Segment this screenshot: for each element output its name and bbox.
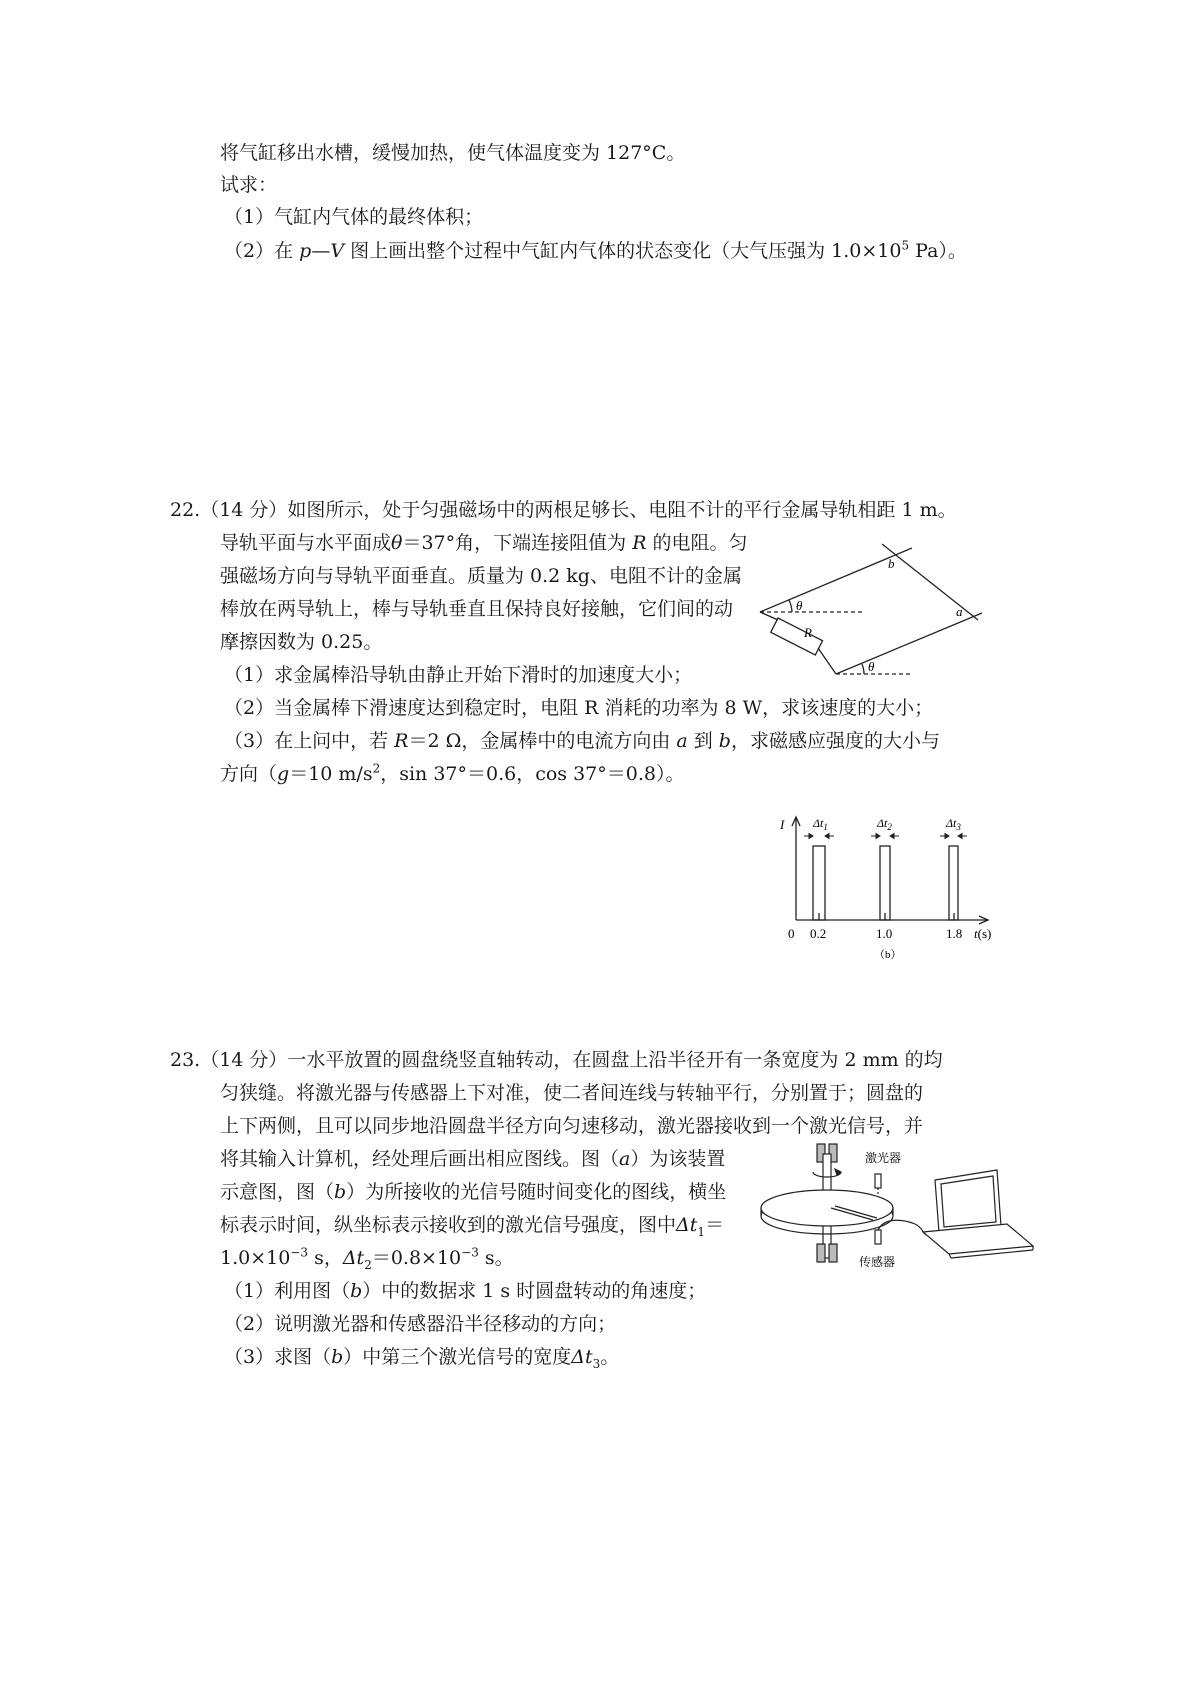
q23-line-1: 23.（14 分）一水平放置的圆盘绕竖直轴转动，在圆盘上沿半径开有一条宽度为 2 mm 的均 bbox=[170, 1049, 943, 1071]
q23-part-2: （2）说明激光器和传感器沿半径移动的方向； bbox=[224, 1313, 617, 1335]
dt3-label: $\Delta t_3$ bbox=[946, 816, 961, 832]
dt1-label: $\Delta t_1$ bbox=[813, 816, 828, 832]
q22-part-1: （1）求金属棒沿导轨由静止开始下滑时的加速度大小； bbox=[224, 664, 693, 686]
resistor-lead-bottom bbox=[818, 648, 836, 674]
q23-part-3: （3）求图（b）中第三个激光信号的宽度$\Delta t_3$。 bbox=[224, 1346, 620, 1371]
laser-body bbox=[875, 1174, 881, 1188]
pulse-1 bbox=[813, 846, 825, 920]
laptop-base bbox=[923, 1224, 1033, 1254]
bearing-bottom-right bbox=[829, 1244, 837, 1262]
disc-top bbox=[761, 1190, 893, 1226]
tick-label-0-2: 0.2 bbox=[810, 926, 827, 941]
label-b: b bbox=[888, 556, 895, 571]
q23-line-2: 匀狭缝。将激光器与传感器上下对准，使二者间连线与转轴平行，分别置于；圆盘的 bbox=[220, 1082, 924, 1104]
figure-b-caption: （b） bbox=[874, 949, 902, 961]
bearing-bottom-left bbox=[817, 1244, 825, 1262]
q22-line-4: 棒放在两导轨上，棒与导轨垂直且保持良好接触，它们间的动 bbox=[220, 598, 734, 620]
q23-part-1: （1）利用图（b）中的数据求 1 s 时圆盘转动的角速度； bbox=[224, 1280, 707, 1302]
label-theta-top: θ bbox=[796, 598, 803, 613]
resistor bbox=[771, 618, 823, 655]
q23-line-4: 将其输入计算机，经处理后画出相应图线。图（a）为该装置 bbox=[220, 1148, 726, 1170]
label-theta-bottom: θ bbox=[868, 659, 875, 674]
q22-line-3: 强磁场方向与导轨平面垂直。质量为 0.2 kg、电阻不计的金属 bbox=[220, 565, 742, 587]
q21-part-2: （2）在 p—V 图上画出整个过程中气缸内气体的状态变化（大气压强为 $1.0\times 10^5$ Pa）。 bbox=[224, 238, 967, 262]
pulse-3 bbox=[949, 846, 958, 920]
q21-line-1: 将气缸移出水槽，缓慢加热，使气体温度变为 127°C。 bbox=[220, 142, 686, 164]
label-a: a bbox=[956, 604, 963, 619]
q22-part-2: （2）当金属棒下滑速度达到稳定时，电阻 R 消耗的功率为 8 W，求该速度的大小； bbox=[224, 697, 934, 719]
tick-label-1-0: 1.0 bbox=[876, 926, 893, 941]
cable bbox=[878, 1220, 930, 1234]
figure-b-pulse-graph bbox=[778, 812, 1008, 964]
sensor-body bbox=[875, 1230, 881, 1244]
tick-label-1-8: 1.8 bbox=[946, 926, 963, 941]
sensor-label: 传感器 bbox=[859, 1255, 896, 1269]
q23-apparatus-figure bbox=[755, 1140, 1040, 1280]
q21-part-1: （1）气缸内气体的最终体积； bbox=[224, 206, 484, 228]
rail-bottom bbox=[836, 613, 982, 674]
label-R: R bbox=[804, 625, 812, 640]
q23-line-3: 上下两侧，且可以同步地沿圆盘半径方向匀速移动，激光器接收到一个激光信号，并 bbox=[220, 1115, 924, 1137]
q21-ask: 试求： bbox=[220, 174, 278, 196]
q22-rail-figure bbox=[752, 540, 992, 685]
angle-arc-top bbox=[789, 600, 792, 612]
q23-line-6: 标表示时间，纵坐标表示接收到的激光信号强度，图中$\Delta t_1=$ bbox=[220, 1214, 725, 1239]
angle-arc-bottom bbox=[862, 664, 864, 674]
q23-line-7: $1.0\times 10^{-3}$ s，$\Delta t_2=0.8\times 10^{-3}$ s。 bbox=[220, 1245, 514, 1272]
q23-line-5: 示意图，图（b）为所接收的光信号随时间变化的图线，横坐 bbox=[220, 1181, 727, 1203]
q22-line-2: 导轨平面与水平面成θ＝37°角，下端连接阻值为 R 的电阻。匀 bbox=[220, 532, 748, 554]
pulse-2 bbox=[880, 846, 890, 920]
q22-part-3: （3）在上问中，若 R＝2 Ω，金属棒中的电流方向由 a 到 b，求磁感应强度的大小与 bbox=[224, 730, 940, 752]
resistor-lead-top bbox=[760, 612, 778, 620]
y-axis-label: I bbox=[780, 817, 785, 832]
metal-rod bbox=[882, 544, 978, 620]
q22-line-1: 22.（14 分）如图所示，处于匀强磁场中的两根足够长、电阻不计的平行金属导轨相距 1 m。 bbox=[170, 499, 957, 521]
laser-label: 激光器 bbox=[865, 1151, 902, 1165]
x-axis-label: t(s) bbox=[974, 926, 992, 941]
dt2-label: $\Delta t_2$ bbox=[877, 816, 892, 832]
q22-part-3-cont: 方向（g＝10 $m/s^2$，sin 37°＝0.6，cos 37°＝0.8）。 bbox=[220, 761, 685, 785]
q22-line-5: 摩擦因数为 0.25。 bbox=[220, 631, 383, 653]
origin-label: 0 bbox=[788, 926, 795, 941]
